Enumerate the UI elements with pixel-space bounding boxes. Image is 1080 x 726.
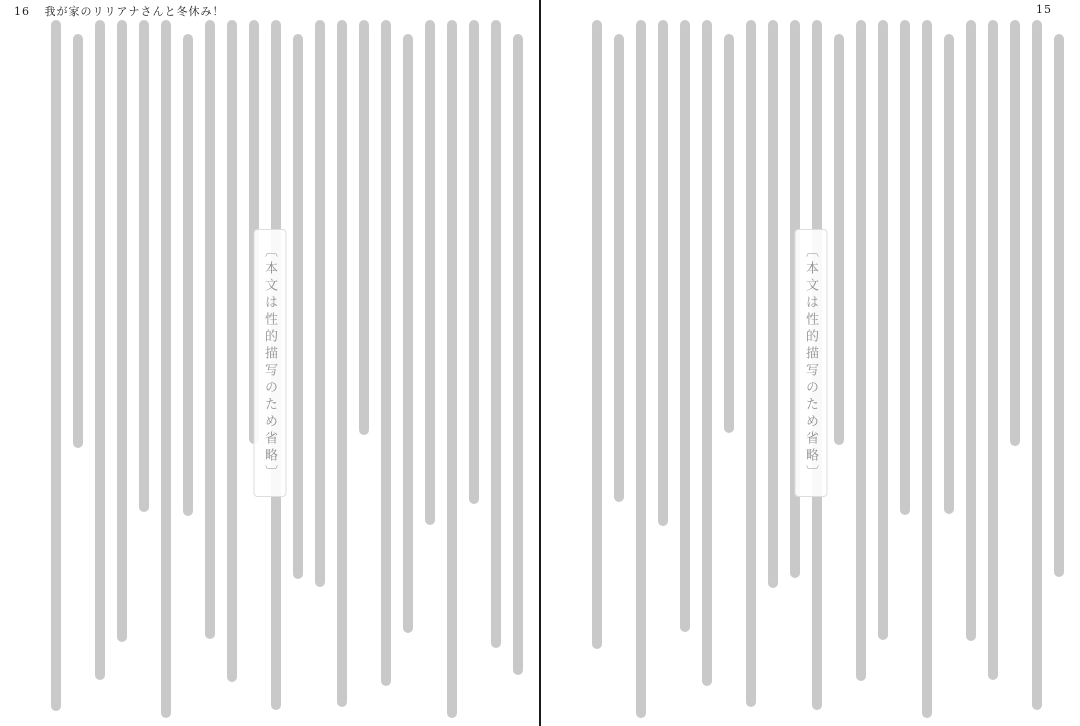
redacted-text-line [1032,20,1042,710]
redacted-text-line [878,20,888,640]
redacted-text-line [834,34,844,445]
redacted-text-line [768,20,778,588]
page-number-right: 15 [1036,3,1052,16]
redacted-text-line [183,34,193,516]
redacted-text-line [724,34,734,433]
redacted-text-line [469,20,479,504]
redaction-notice: 〔本文は性的描写のため省略〕 [794,229,827,497]
page-header-right [1036,3,1062,16]
redacted-text-line [491,20,501,648]
redacted-text-line [966,20,976,641]
redacted-text-line [205,20,215,639]
redacted-text-line [1054,34,1064,577]
redacted-text-line [293,34,303,579]
redacted-text-line [614,34,624,502]
redacted-text-line [1010,20,1020,446]
redacted-text-line [592,20,602,649]
redacted-text-line [95,20,105,680]
redacted-text-line [856,20,866,681]
redacted-text-line [51,20,61,711]
redacted-text-line [227,20,237,682]
page-right[interactable] [541,0,1080,726]
redacted-text-line [702,20,712,686]
redacted-text-line [359,20,369,435]
page-left[interactable] [0,0,539,726]
redacted-text-line [337,20,347,707]
redacted-text-line [988,20,998,680]
book-title: 我が家のリリアナさんと冬休み！ [44,5,225,18]
redacted-text-line [403,34,413,633]
redacted-text-line [636,20,646,718]
page-number-left: 16 [14,5,30,18]
redacted-text-line [513,34,523,675]
redacted-text-line [658,20,668,526]
redacted-text-line [746,20,756,707]
redacted-text-line [680,20,690,632]
redacted-text-line [73,34,83,448]
redacted-text-line [447,20,457,718]
redaction-notice: 〔本文は性的描写のため省略〕 [253,229,286,497]
redacted-text-line [900,20,910,515]
redacted-text-line [315,20,325,587]
redacted-text-line [425,20,435,525]
redacted-text-line [117,20,127,642]
redacted-text-line [139,20,149,512]
page-header-left [14,3,225,19]
redacted-text-line [381,20,391,686]
redacted-text-line [944,34,954,514]
redacted-text-line [922,20,932,718]
redacted-text-line [161,20,171,718]
